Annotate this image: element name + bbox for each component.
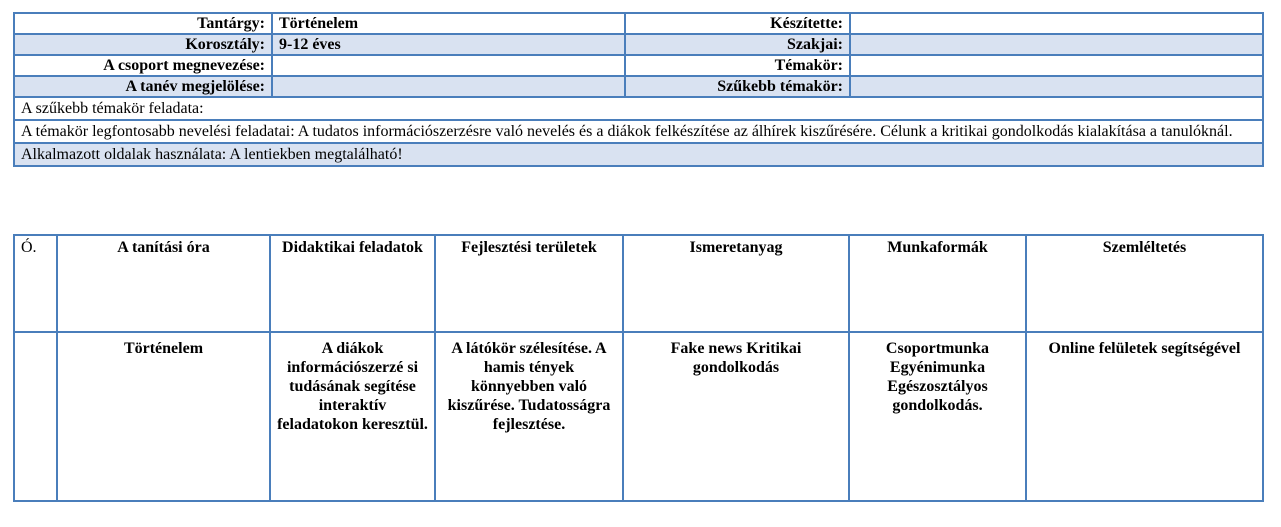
header-knowledge: Ismeretanyag: [623, 235, 849, 332]
education-row: A témakör legfontosabb nevelési feladatai: A tudatos információszerzésre való nevelés és a diákok felkészítése az álhírek kiszűrésére. Célunk a kritikai gondolkodás kialakítása a tanulóknál.: [14, 120, 1263, 143]
expert-label: Szakjai:: [625, 34, 850, 55]
header-work-forms: Munkaformák: [849, 235, 1026, 332]
topic-label: Témakör:: [625, 55, 850, 76]
pages-row: Alkalmazott oldalak használata: A lentiekben megtalálható!: [14, 143, 1263, 166]
year-value: [272, 76, 625, 97]
age-label: Korosztály:: [14, 34, 272, 55]
row-illustration: Online felületek segítségével: [1026, 332, 1263, 501]
subtopic-label: Szűkebb témakör:: [625, 76, 850, 97]
author-label-text: Készítette:: [770, 15, 843, 32]
age-value: 9-12 éves: [272, 34, 625, 55]
header-lesson: A tanítási óra: [57, 235, 270, 332]
expert-value: [850, 34, 1263, 55]
lesson-plan-info-table: [13, 12, 1264, 167]
group-label: A csoport megnevezése:: [14, 55, 272, 76]
task-row: A szűkebb témakör feladata:: [14, 97, 1263, 120]
header-illustration: Szemléltetés: [1026, 235, 1263, 332]
group-value: [272, 55, 625, 76]
author-label: [625, 13, 850, 34]
row-knowledge: Fake news Kritikai gondolkodás: [623, 332, 849, 501]
subject-value: Történelem: [272, 13, 625, 34]
year-label: A tanév megjelölése:: [14, 76, 272, 97]
row-hour: [14, 332, 57, 501]
row-development-areas: A látókör szélesítése. A hamis tények könnyebben való kiszűrése. Tudatosságra fejlesztése.: [435, 332, 623, 501]
subject-label: Tantárgy:: [14, 13, 272, 34]
author-value: [850, 13, 1263, 34]
topic-value: [850, 55, 1263, 76]
row-work-forms: Csoportmunka Egyénimunka Egészosztályos gondolkodás.: [849, 332, 1026, 501]
row-lesson: Történelem: [57, 332, 270, 501]
header-development-areas: Fejlesztési területek: [435, 235, 623, 332]
header-hour: Ó.: [14, 235, 57, 332]
header-didactic-tasks: Didaktikai feladatok: [270, 235, 435, 332]
row-didactic-tasks: A diákok információszerzé si tudásának segítése interaktív feladatokon keresztül.: [270, 332, 435, 501]
subtopic-value: [850, 76, 1263, 97]
lesson-table: [13, 234, 1264, 502]
